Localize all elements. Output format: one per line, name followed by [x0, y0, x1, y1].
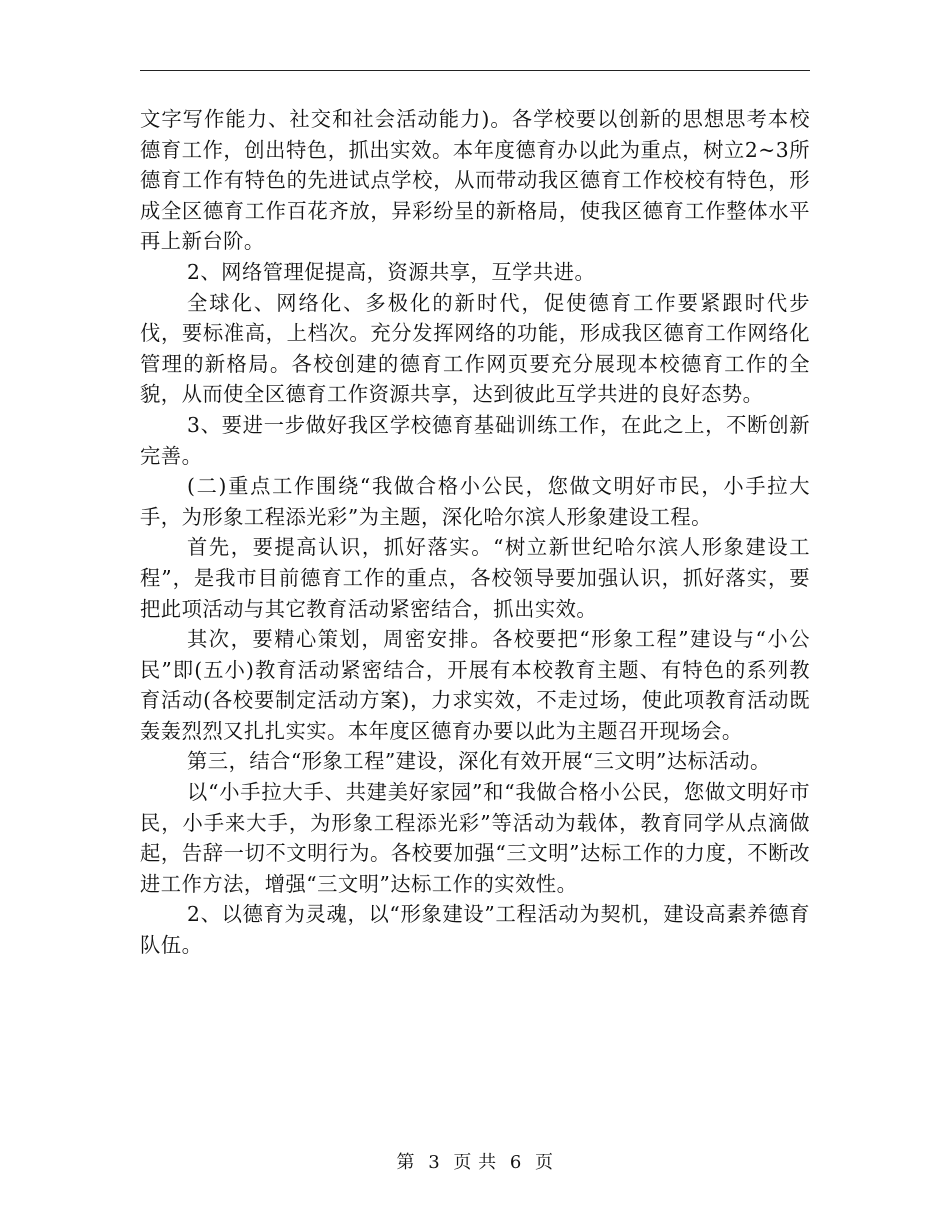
paragraph: 2、网络管理促提高，资源共享，互学共进。: [187, 259, 596, 284]
header-rule: [140, 70, 810, 71]
document-body: [140, 104, 810, 961]
paragraph: 以“小手拉大手、共建美好家园”和“我做合格小公民，您做文明好市民，小手来大手，为形象工程添光彩”等活动为载体，教育同学从点滴做起，告辞一切不文明行为。各校要加强“三文明”达标工作的力度，不断改进工作方法，增强“三文明”达标工作的实效性。: [140, 780, 810, 896]
paragraph: (二)重点工作围绕“我做合格小公民，您做文明好市民，小手拉大手，为形象工程添光彩”为主题，深化哈尔滨人形象建设工程。: [140, 474, 810, 529]
footer-middle: 页 共: [453, 1152, 497, 1173]
paragraph: 第三，结合“形象工程”建设，深化有效开展“三文明”达标活动。: [187, 749, 771, 774]
footer-prefix: 第: [396, 1152, 415, 1173]
paragraph: 2、以德育为灵魂，以“形象建设”工程活动为契机，建设高素养德育队伍。: [140, 902, 810, 958]
total-page-count: 6: [509, 1152, 522, 1173]
current-page-number: 3: [428, 1152, 441, 1173]
paragraph: 全球化、网络化、多极化的新时代，促使德育工作要紧跟时代步伐，要标准高，上档次。充分发挥网络的功能，形成我区德育工作网络化管理的新格局。各校创建的德育工作网页要充分展现本校德育工作的全貌，从而使全区德育工作资源共享，达到彼此互学共进的良好态势。: [140, 290, 810, 407]
page-footer: [0, 1148, 950, 1174]
paragraph: 文字写作能力、社交和社会活动能力)。各学校要以创新的思想思考本校德育工作，创出特色，抓出实效。本年度德育办以此为重点，树立2~3所德育工作有特色的先进试点学校，从而带动我区德育工作校校有特色，形成全区德育工作百花齐放，异彩纷呈的新格局，使我区德育工作整体水平再上新台阶。: [140, 107, 810, 254]
paragraph: 首先，要提高认识，抓好落实。“树立新世纪哈尔滨人形象建设工程”，是我市目前德育工作的重点，各校领导要加强认识，抓好落实，要把此项活动与其它教育活动紧密结合，抓出实效。: [140, 535, 810, 621]
paragraph: 其次，要精心策划，周密安排。各校要把“形象工程”建设与“小公民”即(五小)教育活动紧密结合，开展有本校教育主题、有特色的系列教育活动(各校要制定活动方案)，力求实效，不走过场，使此项教育活动既轰轰烈烈又扎扎实实。本年度区德育办要以此为主题召开现场会。: [140, 627, 810, 743]
footer-suffix: 页: [535, 1152, 554, 1173]
paragraph: 3、要进一步做好我区学校德育基础训练工作，在此之上，不断创新完善。: [140, 412, 810, 468]
